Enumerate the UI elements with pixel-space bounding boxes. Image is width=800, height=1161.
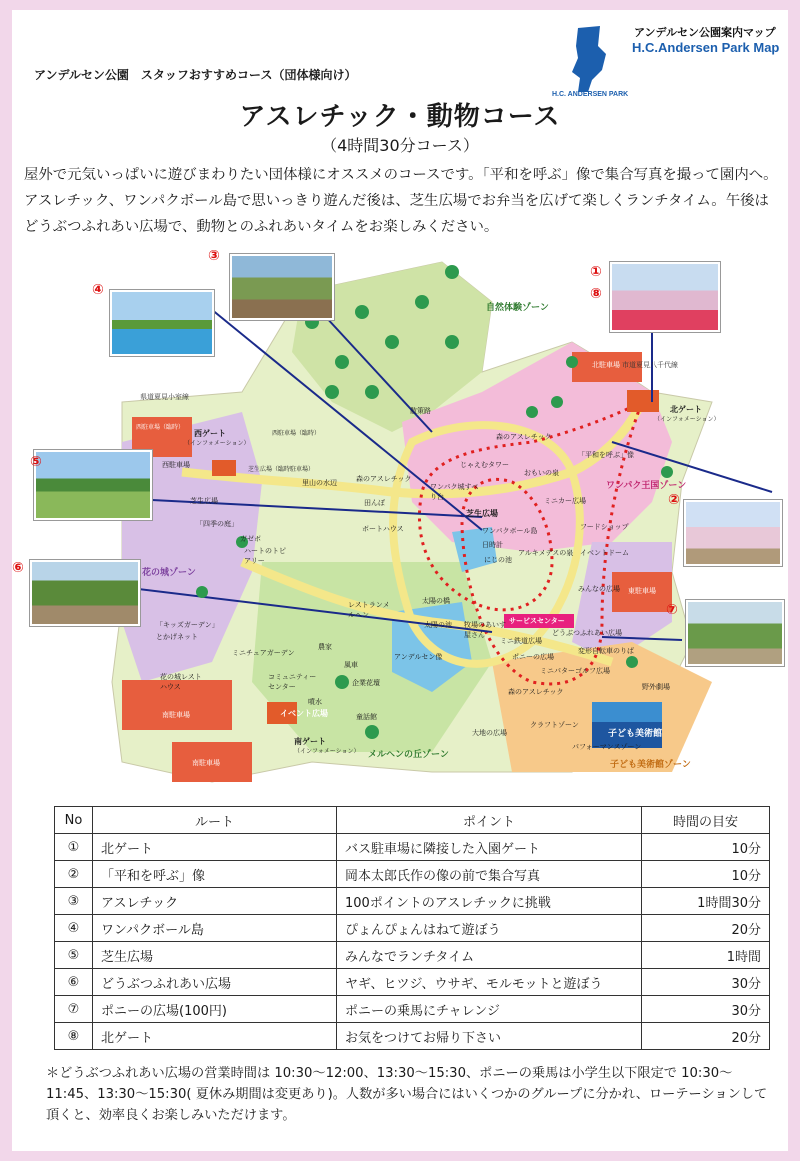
- photo-number-2: ②: [668, 492, 680, 508]
- place-open-theater: 野外劇場: [642, 683, 670, 691]
- place-flower-rest-house: 花の城レストハウス: [160, 673, 202, 691]
- footnote: ＊どうぶつふれあい広場の営業時間は 10:30〜12:00、13:30〜15:30、ポニーの乗馬は小学生以下限定で 10:30〜11:45、13:30〜15:30( 夏休み期間は変更あり)。人数が多い場合にはいくつかのグループに分かれ、ローテーションして頂くと、効率良くお楽しみいただけます。: [46, 1066, 768, 1123]
- place-farmhouse: 農家: [318, 643, 332, 651]
- place-athletic-3: 森のアスレチック: [508, 688, 564, 696]
- zone-label-nature: 自然体験ゾーン: [486, 303, 549, 313]
- andersen-park-logo-icon: [548, 18, 628, 98]
- route-table: [54, 806, 770, 1050]
- parking-west-temp: 西駐車場（臨時）: [136, 424, 185, 431]
- parking-lawn-temp: 芝生広場（臨時駐車場）: [248, 466, 315, 473]
- page-title: アスレチック・動物コース: [239, 102, 561, 132]
- place-jelly-tower: じゃえむタワー: [460, 461, 509, 469]
- row-no: ③: [55, 888, 93, 915]
- place-archimedes: アルキメデスの泉: [518, 549, 574, 557]
- row-time: 20分: [642, 1023, 770, 1050]
- north-gate-icon: [627, 390, 659, 412]
- place-peace-statue: 「平和を呼ぶ」像: [578, 451, 634, 459]
- place-taiyo-pond: 太陽の池: [424, 621, 452, 629]
- peace-statue-photo: [684, 500, 782, 566]
- place-athletic-2: 森のアスレチック: [356, 475, 412, 483]
- west-gate-info: （インフォメーション）: [184, 440, 250, 447]
- place-lawn-west: 芝生広場: [190, 497, 218, 505]
- photo-number-8: ⑧: [590, 286, 602, 302]
- place-minna-plaza: みんなの広場: [578, 585, 620, 593]
- row-time: 1時間: [642, 942, 770, 969]
- row-no: ①: [55, 834, 93, 861]
- ball-island-photo: [110, 290, 214, 356]
- place-taiyo-bridge: 太陽の橋: [422, 597, 450, 605]
- place-heart-topiary: ハートのトピアリー: [244, 547, 286, 565]
- row-route: 北ゲート: [93, 834, 337, 861]
- row-time: 10分: [642, 861, 770, 888]
- row-no: ⑤: [55, 942, 93, 969]
- place-gazebo: ガゼボ: [240, 535, 261, 543]
- place-animal-plaza: どうぶつふれあい広場: [552, 629, 622, 637]
- logo-text: H.C. ANDERSEN PARK: [552, 91, 628, 98]
- table-header-row: [55, 807, 770, 834]
- west-gate-label: 西ゲート: [194, 429, 226, 438]
- table-row: [55, 969, 770, 996]
- row-point: 100ポイントのアスレチックに挑戦: [337, 888, 642, 915]
- row-time: 30分: [642, 996, 770, 1023]
- place-minicar: ミニカー広場: [544, 497, 586, 505]
- place-nature-path: 散策路: [410, 407, 431, 415]
- place-craft-zone: クラフトゾーン: [530, 721, 579, 729]
- museum-label: 子ども美術館: [608, 729, 663, 739]
- place-earth-plaza: 大地の広場: [472, 729, 507, 737]
- place-event-dome: イベントドーム: [580, 549, 629, 557]
- parking-north: 北駐車場: [592, 361, 620, 369]
- south-gate-label: 南ゲート: [294, 737, 326, 746]
- place-boathouse: ボートハウス: [362, 525, 404, 533]
- row-time: 30分: [642, 969, 770, 996]
- row-point: ポニーの乗馬にチャレンジ: [337, 996, 642, 1023]
- photo-number-3: ③: [208, 248, 220, 264]
- place-kids-garden: 「キッズガーデン」: [156, 621, 219, 629]
- row-route: ポニーの広場(100円): [93, 996, 337, 1023]
- animal-plaza-photo: [30, 560, 140, 626]
- row-point: 岡本太郎氏作の像の前で集合写真: [337, 861, 642, 888]
- park-map: [12, 242, 788, 802]
- place-satoyama: 里山の水辺: [302, 479, 337, 487]
- brand-title-en: H.C.Andersen Park Map: [632, 40, 780, 55]
- west-gate-icon: [212, 460, 236, 476]
- zone-label-marchen: メルヘンの丘ゾーン: [368, 750, 449, 760]
- road-label-left: 県道夏見小室線: [140, 393, 189, 401]
- south-gate-info: （インフォメーション）: [294, 748, 360, 755]
- place-ball-island: ワンパクボール島: [482, 527, 538, 535]
- pony-plaza-photo: [686, 600, 784, 666]
- header-time: 時間の目安: [642, 807, 770, 834]
- place-bike: 変形自転車のりば: [578, 647, 634, 655]
- row-route: アスレチック: [93, 888, 337, 915]
- header-route: ルート: [93, 807, 337, 834]
- zone-label-museum: 子ども美術館ゾーン: [610, 760, 691, 770]
- photo-number-4: ④: [92, 282, 104, 298]
- place-food-shop: フードショップ: [580, 523, 629, 531]
- page-subtitle: （4時間30分コース）: [321, 136, 479, 155]
- photo-number-7: ⑦: [666, 602, 678, 618]
- row-point: ぴょんぴょんはねて遊ぼう: [337, 915, 642, 942]
- row-point: みんなでランチタイム: [337, 942, 642, 969]
- course-label: アンデルセン公園 スタッフおすすめコース（団体様向け）: [34, 68, 357, 82]
- place-wanpaku-castle: ワンパク城すべり台: [430, 483, 479, 501]
- place-trampoline-net: とかげネット: [156, 633, 198, 641]
- place-andersen-statue: アンデルセン像: [394, 653, 443, 661]
- table-row: [55, 915, 770, 942]
- parking-east: 東駐車場: [628, 587, 656, 595]
- zone-label-flower: 花の城ゾーン: [142, 568, 196, 578]
- lawn-plaza-photo: [34, 450, 152, 520]
- row-time: 20分: [642, 915, 770, 942]
- service-center-label: サービスセンター: [509, 617, 565, 625]
- row-no: ⑧: [55, 1023, 93, 1050]
- place-corporate-garden: 企業花壇: [352, 679, 380, 687]
- photo-number-1: ①: [590, 264, 602, 280]
- table-row: [55, 1023, 770, 1050]
- road-label-right: 市道夏見八千代線: [622, 361, 678, 369]
- photo-number-5: ⑤: [30, 454, 42, 470]
- event-plaza-label: イベント広場: [280, 709, 328, 718]
- place-pony-plaza: ポニーの広場: [512, 653, 554, 661]
- row-no: ⑥: [55, 969, 93, 996]
- row-route: 北ゲート: [93, 1023, 337, 1050]
- row-route: ワンパクボール島: [93, 915, 337, 942]
- header-no: No: [55, 807, 93, 834]
- header-point: ポイント: [337, 807, 642, 834]
- place-rice-field: 田んぼ: [364, 499, 385, 507]
- row-time: 10分: [642, 834, 770, 861]
- table-row: [55, 861, 770, 888]
- parking-south-2: 南駐車場: [192, 759, 220, 767]
- place-fairytale-house: 童話館: [356, 713, 377, 721]
- place-omoi-spring: おもいの泉: [524, 469, 559, 477]
- north-gate-label: 北ゲート: [670, 405, 702, 414]
- place-community-center: コミュニティーセンター: [268, 673, 317, 691]
- parking-west: 西駐車場: [162, 461, 190, 469]
- place-rainbow-pond: にじの池: [484, 556, 512, 564]
- row-point: バス駐車場に隣接した入園ゲート: [337, 834, 642, 861]
- row-time: 1時間30分: [642, 888, 770, 915]
- row-route: どうぶつふれあい広場: [93, 969, 337, 996]
- row-no: ④: [55, 915, 93, 942]
- row-no: ⑦: [55, 996, 93, 1023]
- place-windmill: 風車: [344, 661, 358, 669]
- place-mini-golf: ミニパターゴルフ広場: [540, 667, 610, 675]
- photo-number-6: ⑥: [12, 560, 24, 576]
- athletic-photo: [230, 254, 334, 320]
- north-gate-info: （インフォメーション）: [654, 416, 720, 423]
- place-mini-railway: ミニ鉄道広場: [500, 637, 542, 645]
- place-performance-zone: パフォーマンスゾーン: [572, 743, 642, 751]
- place-athletic: 森のアスレチック: [496, 433, 552, 441]
- table-row: [55, 888, 770, 915]
- place-mini-garden: ミニチュアガーデン: [232, 649, 295, 657]
- place-shiki-garden: 「四季の庭」: [196, 520, 238, 528]
- place-fountain: 噴水: [308, 698, 322, 706]
- parking-west-temp-2: 西駐車場（臨時）: [272, 430, 321, 437]
- north-gate-photo: [610, 262, 720, 332]
- parking-south: 南駐車場: [162, 711, 190, 719]
- table-row: [55, 834, 770, 861]
- row-point: ヤギ、ヒツジ、ウサギ、モルモットと遊ぼう: [337, 969, 642, 996]
- row-route: 芝生広場: [93, 942, 337, 969]
- table-row: [55, 942, 770, 969]
- intro-text: 屋外で元気いっぱいに遊びまわりたい団体様にオススメのコースです。「平和を呼ぶ」像で集合写真を撮って園内へ。アスレチック、ワンパクボール島で思いっきり遊んだ後は、芝生広場でお弁当を広げて楽しくランチタイム。午後はどうぶつふれあい広場で、動物とのふれあいタイムをお楽しみください。: [24, 167, 778, 235]
- place-lawn: 芝生広場: [466, 509, 498, 518]
- page: [12, 10, 788, 1151]
- place-sundial: 日時計: [482, 541, 503, 549]
- zone-label-wanpaku: ワンパク王国ゾーン: [606, 481, 687, 491]
- table-row: [55, 996, 770, 1023]
- row-point: お気をつけてお帰り下さい: [337, 1023, 642, 1050]
- row-no: ②: [55, 861, 93, 888]
- row-route: 「平和を呼ぶ」像: [93, 861, 337, 888]
- place-restaurant: レストランメルヘン: [348, 601, 390, 619]
- place-ice-cream: 牧場のあいす屋さん: [464, 621, 506, 639]
- brand-title-jp: アンデルセン公園案内マップ: [634, 26, 776, 39]
